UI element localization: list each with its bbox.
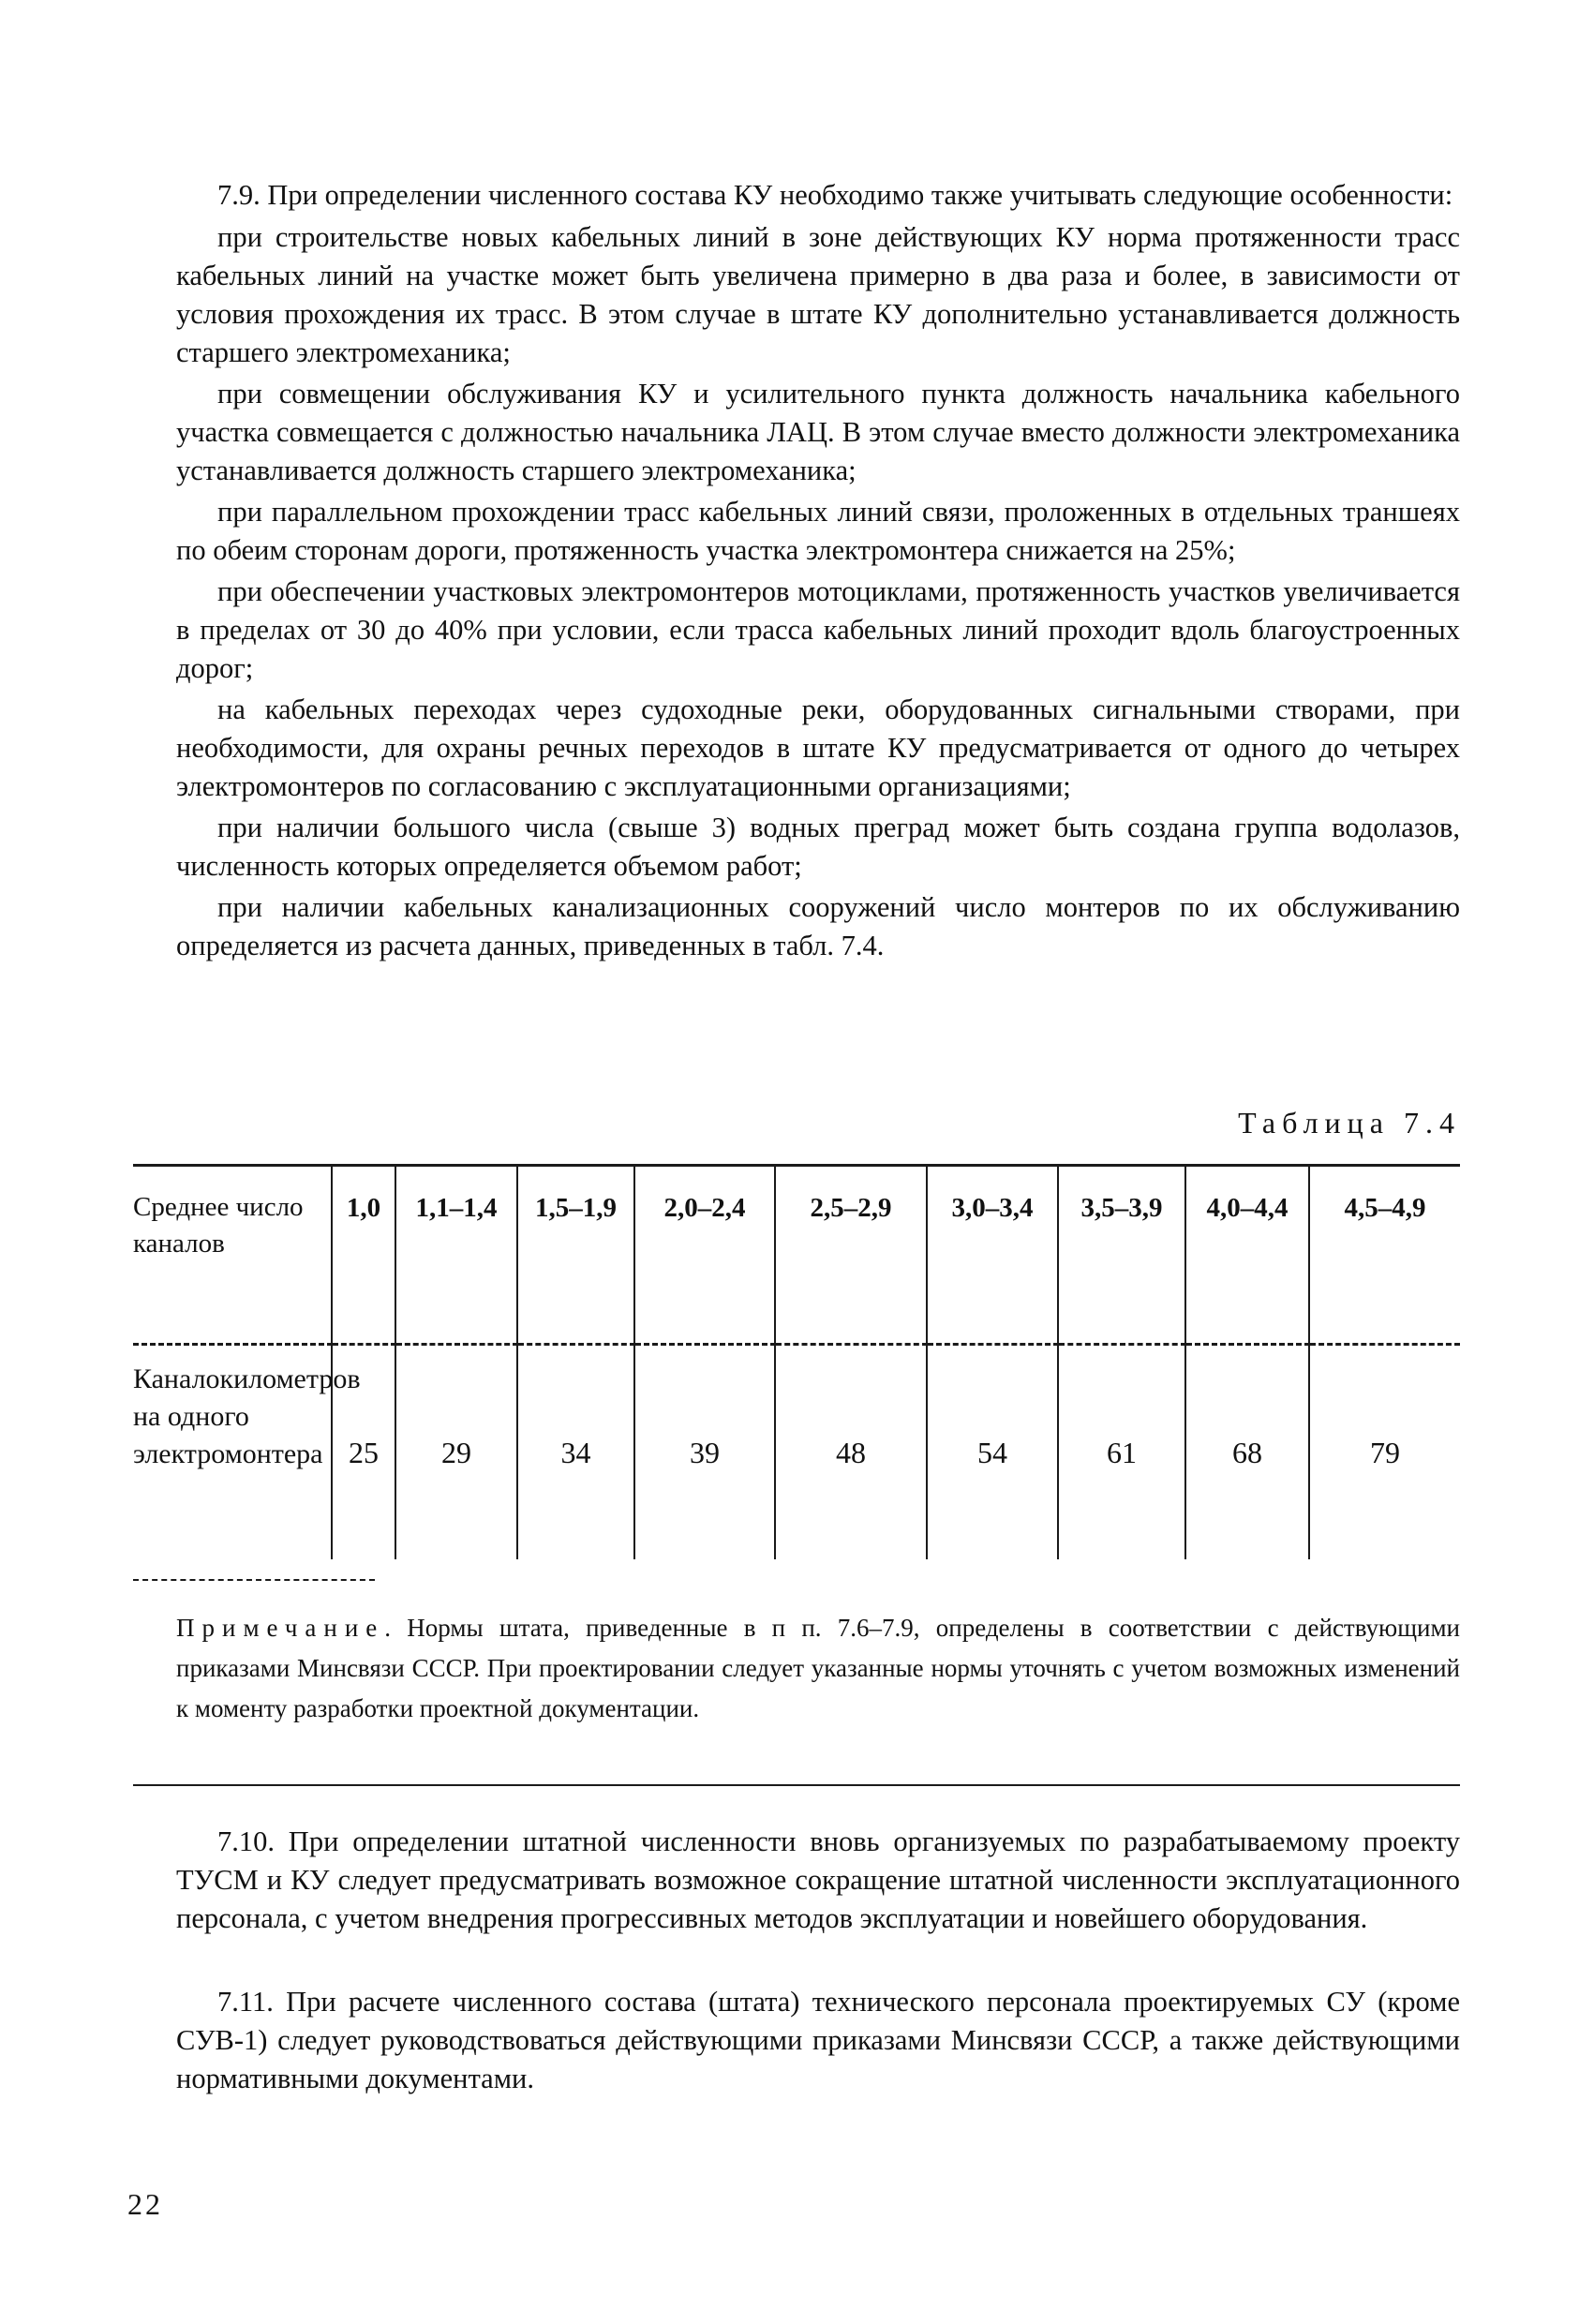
column-header: 2,5–2,9 bbox=[775, 1166, 927, 1345]
column-header: 1,0 bbox=[332, 1166, 395, 1345]
list-item: при совмещении обслуживания КУ и усилительного пункта должность начальника кабельного участка совмещается с должностью начальника ЛАЦ. В этом случае вместо должности электромеханика устанавливается должность старшего электромеханика; bbox=[176, 378, 1460, 486]
norms-table bbox=[133, 1164, 1460, 1559]
table-cell: 34 bbox=[517, 1345, 634, 1560]
table-cell: 29 bbox=[395, 1345, 517, 1560]
list-item: при строительстве новых кабельных линий в зоне действующих КУ норма протяженности трасс кабельных линий на участке может быть увеличена примерно в два раза и более, в зависимости от условия прохождения их трасс. В этом случае в штате КУ дополнительно устанавливается должность старшего электромеханика; bbox=[176, 221, 1460, 368]
table-cell: 61 bbox=[1058, 1345, 1185, 1560]
column-header: 3,0–3,4 bbox=[927, 1166, 1058, 1345]
note-text: Нормы штата, приведенные в п п. 7.6–7.9, определены в соответствии с действующими приказами Минсвязи СССР. При проектировании следует указанные нормы уточнять с учетом возможных изменений к моменту разработки проектной документации. bbox=[176, 1614, 1461, 1722]
divider bbox=[133, 1579, 375, 1581]
section-7-11 bbox=[176, 1983, 1460, 2098]
section-7-10 bbox=[176, 1823, 1460, 1938]
table-cell: 68 bbox=[1185, 1345, 1309, 1560]
table-row bbox=[133, 1345, 1460, 1560]
note-label: Примечание bbox=[176, 1614, 385, 1642]
note-separator: . bbox=[384, 1614, 408, 1642]
row-label-channel-km: Каналокилометров на одного электромонтера bbox=[133, 1345, 332, 1560]
page-number: 22 bbox=[127, 2187, 163, 2221]
table-note bbox=[176, 1608, 1460, 1729]
table-cell: 39 bbox=[634, 1345, 775, 1560]
paragraph-7-9-lead: 7.9. При определении численного состава КУ необходимо также учитывать следующие особенности: bbox=[217, 179, 1453, 211]
list-item: при наличии большого числа (свыше 3) водных преград может быть создана группа водолазов, численность которых определяется объемом работ; bbox=[176, 812, 1460, 882]
list-item: на кабельных переходах через судоходные реки, оборудованных сигнальными створами, при необходимости, для охраны речных переходов в штате КУ предусматривается от одного до четырех электромонтеров по согласованию с эксплуатационными организациями; bbox=[176, 693, 1460, 802]
column-header: 4,5–4,9 bbox=[1309, 1166, 1460, 1345]
paragraph-7-11: 7.11. При расчете численного состава (штата) технического персонала проектируемых СУ (кроме СУВ-1) следует руководствоваться действующими приказами Минсвязи СССР, а также действующими нормативными документами. bbox=[176, 1986, 1460, 2094]
divider bbox=[133, 1784, 1460, 1786]
column-header: 1,1–1,4 bbox=[395, 1166, 517, 1345]
column-header: 1,5–1,9 bbox=[517, 1166, 634, 1345]
list-item: при параллельном прохождении трасс кабельных линий связи, проложенных в отдельных траншеях по обеим сторонам дороги, протяженность участка электромонтера снижается на 25%; bbox=[176, 496, 1460, 566]
table-cell: 25 bbox=[332, 1345, 395, 1560]
row-label-channels: Среднее число каналов bbox=[133, 1192, 304, 1259]
section-7-9 bbox=[176, 176, 1460, 965]
table-caption: Таблица 7.4 bbox=[1238, 1106, 1461, 1140]
table-cell: 79 bbox=[1309, 1345, 1460, 1560]
list-item: при обеспечении участковых электромонтеров мотоциклами, протяженность участков увеличивается в пределах от 30 до 40% при условии, если трасса кабельных линий проходит вдоль благоустроенных дорог; bbox=[176, 575, 1460, 684]
paragraph-7-10: 7.10. При определении штатной численности вновь организуемых по разрабатываемому проекту ТУСМ и КУ следует предусматривать возможное сокращение штатной численности эксплуатационного персонала, с учетом внедрения прогрессивных методов эксплуатации и новейшего оборудования. bbox=[176, 1825, 1460, 1934]
list-item: при наличии кабельных канализационных сооружений число монтеров по их обслуживанию определяется из расчета данных, приведенных в табл. 7.4. bbox=[176, 891, 1460, 961]
column-header: 4,0–4,4 bbox=[1185, 1166, 1309, 1345]
table-cell: 54 bbox=[927, 1345, 1058, 1560]
column-header: 2,0–2,4 bbox=[634, 1166, 775, 1345]
table-cell: 48 bbox=[775, 1345, 927, 1560]
column-header: 3,5–3,9 bbox=[1058, 1166, 1185, 1345]
table-header-row bbox=[133, 1166, 1460, 1345]
